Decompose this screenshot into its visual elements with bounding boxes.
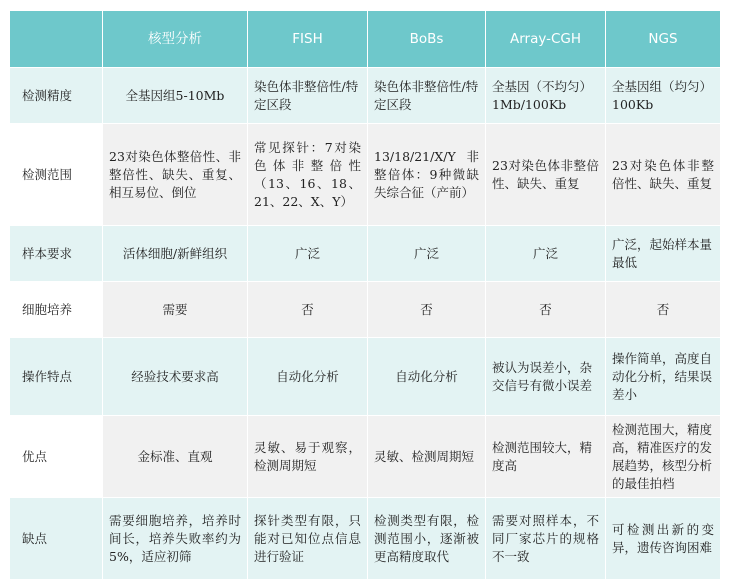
- table-row: [10, 498, 721, 580]
- table-cell: 需要: [103, 282, 248, 338]
- table-cell: 自动化分析: [248, 338, 368, 416]
- table-cell: 活体细胞/新鲜组织: [103, 226, 248, 282]
- table-cell: 检测范围大，精度高，精准医疗的发展趋势，核型分析的最佳拍档: [606, 416, 721, 498]
- header-ngs: NGS: [606, 11, 721, 68]
- row-label: 操作特点: [10, 338, 103, 416]
- header-bobs: BoBs: [368, 11, 486, 68]
- table-cell: 灵敏、易于观察，检测周期短: [248, 416, 368, 498]
- table-cell: 全基因（不均匀）1Mb/100Kb: [486, 68, 606, 124]
- table-cell: 灵敏、检测周期短: [368, 416, 486, 498]
- header-corner: [10, 11, 103, 68]
- table-cell: 广泛: [486, 226, 606, 282]
- table-cell: 广泛: [248, 226, 368, 282]
- row-label: 样本要求: [10, 226, 103, 282]
- row-label: 优点: [10, 416, 103, 498]
- table-row: [10, 338, 721, 416]
- table-cell: 常见探针：7对染色体非整倍性（13、16、18、21、22、X、Y）: [248, 124, 368, 226]
- table-cell: 被认为误差小，杂交信号有微小误差: [486, 338, 606, 416]
- row-label: 检测范围: [10, 124, 103, 226]
- table-cell: 检测类型有限，检测范围小，逐渐被更高精度取代: [368, 498, 486, 580]
- table-cell: 自动化分析: [368, 338, 486, 416]
- header-row: [10, 11, 721, 68]
- table-cell: 否: [368, 282, 486, 338]
- table-cell: 否: [248, 282, 368, 338]
- table-cell: 染色体非整倍性/特定区段: [368, 68, 486, 124]
- table-cell: 经验技术要求高: [103, 338, 248, 416]
- table-cell: 23对染色体非整倍性、缺失、重复: [606, 124, 721, 226]
- row-label: 缺点: [10, 498, 103, 580]
- table-row: [10, 282, 721, 338]
- row-label: 细胞培养: [10, 282, 103, 338]
- table-row: [10, 226, 721, 282]
- table-row: [10, 416, 721, 498]
- table-cell: 需要细胞培养，培养时间长，培养失败率约为5%，适应初筛: [103, 498, 248, 580]
- table-cell: 探针类型有限，只能对已知位点信息进行验证: [248, 498, 368, 580]
- table-row: [10, 124, 721, 226]
- header-fish: FISH: [248, 11, 368, 68]
- table-cell: 全基因组（均匀）100Kb: [606, 68, 721, 124]
- row-label: 检测精度: [10, 68, 103, 124]
- table-cell: 操作简单，高度自动化分析，结果误差小: [606, 338, 721, 416]
- table-cell: 可检测出新的变异，遗传咨询困难: [606, 498, 721, 580]
- table-cell: 否: [486, 282, 606, 338]
- table-cell: 否: [606, 282, 721, 338]
- header-karyotype: 核型分析: [103, 11, 248, 68]
- header-array-cgh: Array-CGH: [486, 11, 606, 68]
- comparison-table: [9, 10, 721, 580]
- table-row: [10, 68, 721, 124]
- table-cell: 广泛，起始样本量最低: [606, 226, 721, 282]
- table-cell: 金标准、直观: [103, 416, 248, 498]
- table-cell: 需要对照样本，不同厂家芯片的规格不一致: [486, 498, 606, 580]
- table-cell: 23对染色体非整倍性、缺失、重复: [486, 124, 606, 226]
- table-cell: 13/18/21/X/Y非整倍体：9种微缺失综合征（产前）: [368, 124, 486, 226]
- table-cell: 广泛: [368, 226, 486, 282]
- table-cell: 检测范围较大，精度高: [486, 416, 606, 498]
- table-cell: 全基因组5-10Mb: [103, 68, 248, 124]
- table-cell: 23对染色体整倍性、非整倍性、缺失、重复、相互易位、倒位: [103, 124, 248, 226]
- table-cell: 染色体非整倍性/特定区段: [248, 68, 368, 124]
